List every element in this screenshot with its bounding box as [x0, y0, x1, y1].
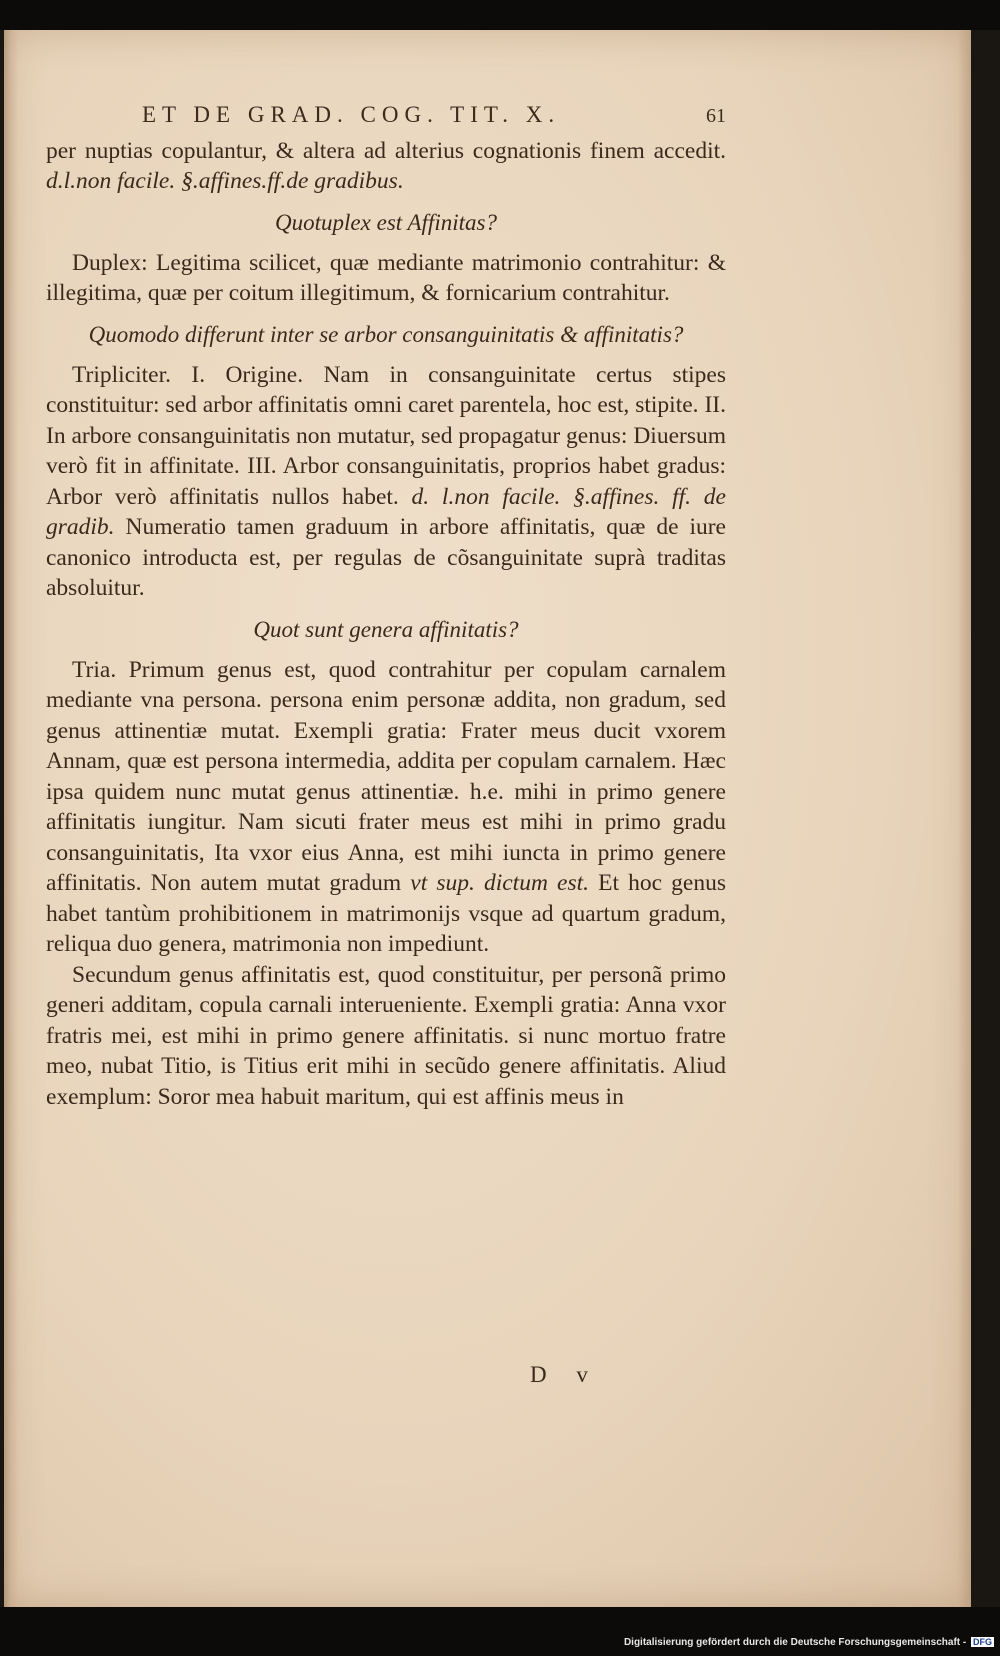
- text-run: Duplex: Legitima scilicet, quæ mediante matrimonio contrahitur: & illegitima, quæ per coitum illegitimum, & fornicarium contrahitur.: [46, 249, 726, 306]
- question-heading: Quomodo differunt inter se arbor consanguinitatis & affinitatis?: [88, 321, 684, 347]
- paragraph: [46, 136, 726, 197]
- paragraph: [46, 360, 726, 604]
- credit-text: Digitalisierung gefördert durch die Deutsche Forschungsgemeinschaft -: [623, 1637, 967, 1648]
- text-run: Numeratio tamen graduum in arbore affinitatis, quæ de iure canonico introducta est, per regulas de cõsanguinitate suprà traditas absoluitur.: [46, 514, 726, 601]
- text-run: Secundum genus affinitatis est, quod constituitur, per personã primo generi additam, copula carnali interueniente. Exempli gratia: Anna vxor fratris mei, est mihi in primo genere affinitatis. si nunc mortuo fratre meo, nubat Titio, is Titius erit mihi in secũdo genere affinitatis. Aliud exemplum: Soror mea habuit maritum, qui est affinis meus in: [46, 961, 726, 1110]
- question-heading: Quotuplex est Affinitas?: [275, 209, 497, 235]
- text-run: Et hoc genus habet tantùm prohibitionem in matrimonijs vsque ad quartum gradum, reliqua duo genera, matrimonia non impediunt.: [46, 870, 727, 957]
- scan-top-border: [0, 0, 1000, 30]
- text-run: Tripliciter. I. Origine. Nam in consanguinitate certus stipes constituitur: sed arbor affinitatis omni caret parentela, hoc est, stipite. II. In arbore consanguinitatis non mutatur, sed propagatur genus: Diuersum verò fit in affinitate. III. Arbor consanguinitatis, proprios habet gradus: Arbor verò affinitatis nullos habet.: [46, 361, 726, 510]
- legal-citation: d. l.non facile. §.affines. ff. de gradib.: [46, 483, 726, 540]
- running-head: [46, 100, 726, 132]
- paragraph: [46, 655, 726, 960]
- paragraph: [46, 248, 726, 309]
- question-heading: Quot sunt genera affinitatis?: [253, 616, 519, 642]
- page-right-edge-shadow: [958, 30, 971, 1607]
- legal-citation: vt sup. dictum est.: [410, 870, 590, 896]
- dfg-logo: DFG: [973, 1637, 992, 1647]
- scan-bottom-border: [0, 1607, 1000, 1656]
- legal-citation: d.l.non facile. §.affines.ff.de gradibus.: [46, 168, 404, 194]
- text-run: per nuptias copulantur, & altera ad alterius cognationis finem accedit.: [46, 137, 726, 164]
- digitization-credit: [624, 1637, 994, 1648]
- body-text: [46, 136, 726, 1113]
- page-left-edge-shadow: [4, 30, 18, 1607]
- page-text-block: [46, 100, 726, 1112]
- signature-mark: D v: [530, 1362, 600, 1387]
- text-run: Tria. Primum genus est, quod contrahitur per copulam carnalem mediante vna persona. persona enim personæ addita, non gradum, sed genus attinentiæ mutat. Exempli gratia: Frater meus ducit vxorem Annam, quæ est persona intermedia, addita per copulam carnalem. Hæc ipsa quidem nunc mutat genus attinentiæ. h.e. mihi in primo genere affinitatis iungitur. Nam sicuti frater meus est mihi in primo gradu consanguinitatis, Ita vxor eius Anna, est mihi iuncta in primo genere affinitatis. Non autem mutat gradum: [46, 656, 726, 896]
- paragraph: [46, 960, 726, 1113]
- running-title: ET DE GRAD. COG. TIT. X.: [142, 102, 561, 127]
- page-number: 61: [706, 105, 726, 127]
